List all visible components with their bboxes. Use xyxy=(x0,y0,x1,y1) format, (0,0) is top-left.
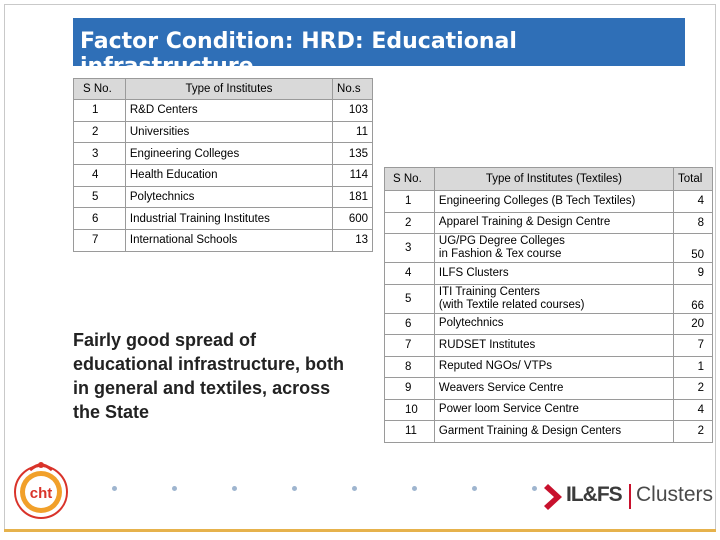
row-total: 4 xyxy=(673,191,712,213)
table-row xyxy=(385,335,713,357)
row-total: 2 xyxy=(673,421,712,443)
row-sno: 9 xyxy=(385,378,435,400)
row-type: Polytechnics xyxy=(434,313,673,335)
row-sno: 7 xyxy=(385,335,435,357)
row-sno: 8 xyxy=(385,356,435,378)
row-type: ILFS Clusters xyxy=(434,263,673,285)
row-total: 50 xyxy=(673,234,712,263)
table-row xyxy=(385,313,713,335)
general-institutes-table xyxy=(73,78,373,252)
row-count: 135 xyxy=(333,143,373,165)
row-sno: 4 xyxy=(74,165,126,187)
row-total: 4 xyxy=(673,399,712,421)
table-row xyxy=(385,234,713,263)
row-type: International Schools xyxy=(125,230,332,252)
row-sno: 6 xyxy=(385,313,435,335)
row-count: 600 xyxy=(333,208,373,230)
ilfs-clusters-logo xyxy=(542,480,717,516)
row-count: 103 xyxy=(333,100,373,122)
row-total: 1 xyxy=(673,356,712,378)
ilfs-chevron-icon xyxy=(542,482,564,512)
row-total: 20 xyxy=(673,313,712,335)
slide-bottom-border xyxy=(4,529,716,532)
row-type: Engineering Colleges (B Tech Textiles) xyxy=(434,191,673,213)
row-sno: 10 xyxy=(385,399,435,421)
row-total: 2 xyxy=(673,378,712,400)
header-type: Type of Institutes (Textiles) xyxy=(434,168,673,191)
cht-logo-text: cht xyxy=(29,485,53,502)
textile-institutes-table xyxy=(384,167,713,443)
row-sno: 2 xyxy=(385,212,435,234)
table-row xyxy=(385,212,713,234)
header-count: No.s xyxy=(333,79,373,100)
row-count: 114 xyxy=(333,165,373,187)
row-sno: 5 xyxy=(74,186,126,208)
row-type-line1: ITI Training Centers xyxy=(438,285,540,298)
table-row xyxy=(385,378,713,400)
table-row xyxy=(74,143,373,165)
row-type: Reputed NGOs/ VTPs xyxy=(434,356,673,378)
row-type: Power loom Service Centre xyxy=(434,399,673,421)
row-sno: 1 xyxy=(74,100,126,122)
row-sno: 6 xyxy=(74,208,126,230)
row-sno: 4 xyxy=(385,263,435,285)
row-type xyxy=(434,284,673,313)
row-total: 66 xyxy=(673,284,712,313)
row-type: Industrial Training Institutes xyxy=(125,208,332,230)
ilfs-separator xyxy=(629,484,631,509)
row-sno: 7 xyxy=(74,230,126,252)
row-type-line1: UG/PG Degree Colleges xyxy=(438,235,565,247)
header-sno: S No. xyxy=(74,79,126,100)
row-sno: 11 xyxy=(385,421,435,443)
row-type-line2: in Fashion & Tex course xyxy=(438,248,562,260)
table-row xyxy=(74,121,373,143)
table-row xyxy=(74,100,373,122)
row-type-line2: (with Textile related courses) xyxy=(438,298,585,311)
decorative-dots xyxy=(110,486,590,492)
row-type: Apparel Training & Design Centre xyxy=(434,212,673,234)
ilfs-brand-name: IL&FS xyxy=(566,483,622,506)
slide-title: Factor Condition: HRD: Educational infrastructure xyxy=(73,18,685,66)
row-total: 9 xyxy=(673,263,712,285)
table-row xyxy=(385,421,713,443)
row-type: Weavers Service Centre xyxy=(434,378,673,400)
row-total: 7 xyxy=(673,335,712,357)
table-row xyxy=(74,208,373,230)
table-row xyxy=(74,165,373,187)
row-count: 181 xyxy=(333,186,373,208)
cht-logo xyxy=(10,458,72,520)
row-type: RUDSET Institutes xyxy=(434,335,673,357)
row-type xyxy=(434,234,673,263)
row-sno: 2 xyxy=(74,121,126,143)
row-type: Polytechnics xyxy=(125,186,332,208)
header-type: Type of Institutes xyxy=(125,79,332,100)
row-type: Engineering Colleges xyxy=(125,143,332,165)
row-sno: 1 xyxy=(385,191,435,213)
row-count: 11 xyxy=(333,121,373,143)
ilfs-brand-suffix: Clusters xyxy=(636,483,714,506)
table-row xyxy=(385,191,713,213)
header-sno: S No. xyxy=(385,168,435,191)
table-row xyxy=(385,356,713,378)
row-type: R&D Centers xyxy=(125,100,332,122)
row-sno: 5 xyxy=(385,284,435,313)
summary-statement: Fairly good spread of educational infrastructure, both in general and textiles, across the State xyxy=(73,330,345,422)
row-sno: 3 xyxy=(385,234,435,263)
row-type: Garment Training & Design Centers xyxy=(434,421,673,443)
table-header-row xyxy=(385,168,713,191)
table-header-row xyxy=(74,79,373,100)
row-type: Health Education xyxy=(125,165,332,187)
header-total: Total xyxy=(673,168,712,191)
table-row xyxy=(385,284,713,313)
table-row xyxy=(74,186,373,208)
table-row xyxy=(74,230,373,252)
table-row xyxy=(385,263,713,285)
row-sno: 3 xyxy=(74,143,126,165)
row-count: 13 xyxy=(333,230,373,252)
row-total: 8 xyxy=(673,212,712,234)
table-row xyxy=(385,399,713,421)
row-type: Universities xyxy=(125,121,332,143)
